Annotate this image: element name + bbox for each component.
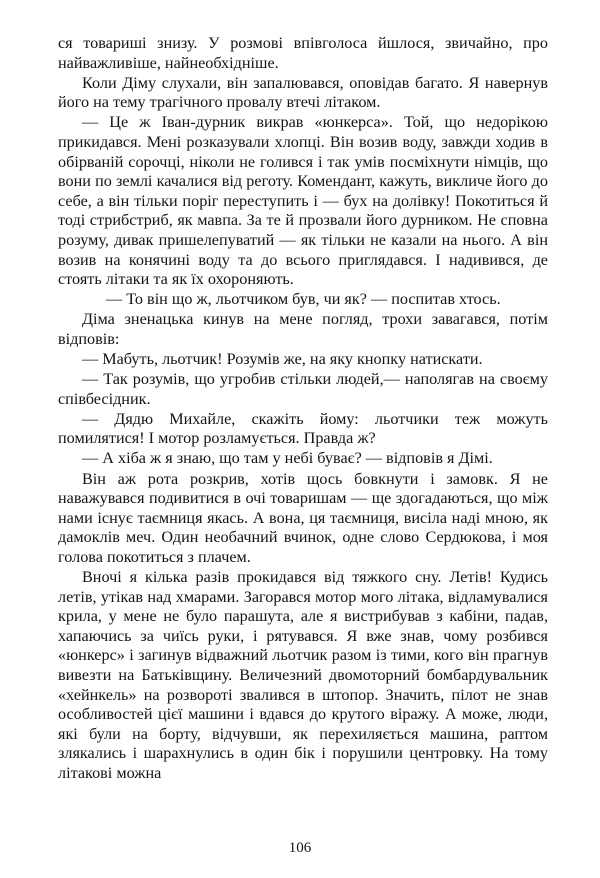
paragraph-question-pilot: — То він що ж, льотчиком був, чи як? — поспитав хтось.: [106, 290, 501, 309]
paragraph-continuation: ся товариші знизу. У розмові впівголоса йшлося, звичайно, про найважливіше, найнеобхідніше.: [58, 34, 548, 72]
paragraph-night-dream: Вночі я кілька разів прокидався від тяжкого сну. Летів! Кудись летів, утікав над хмарами. Загорався мотор мого літака, відламувалися крила, у мене не було парашута, але я вистрибував з кабіни, падав, хапаючись за чиїсь руки, і рятувався. Я вже знав, чому розбився «юнкерс» і загинув відважний льотчик разом із тими, кого він прагнув вивезти на Батьківщину. Величезний двомоторний бомбардувальник «хейнкель» на розвороті звалився в штопор. Значить, пілот не знав особливостей цієї машини і вдався до крутого віражу. А може, люди, які були на борту, відчувши, як перехиляється машина, раптом злякались і шарахнулись в один бік і порушили центровку. На тому літакові можна: [58, 568, 548, 782]
paragraph-uncle-mykhailo: — Дядю Михайле, скажіть йому: льотчики теж можуть помилятися! І мотор розламується. Правда ж?: [58, 409, 548, 448]
paragraph-dima-listened: Коли Діму слухали, він запалювався, оповідав багато. Я навернув його на тему трагічного провалу втечі літаком.: [58, 73, 548, 112]
page-text-block: [58, 34, 548, 784]
paragraph-secret: Він аж рота розкрив, хотів щось бовкнути і замовк. Я не наважувався подивитися в очі товаришам — ще здогадаються, що між нами існує таємниця якась. А вона, ця таємниця, висіла наді мною, як дамоклів меч. Один необачний вчинок, одне слово Сердюкова, і моя голова покотиться з плачем.: [58, 469, 548, 566]
paragraph-ivan-story: — Це ж Іван-дурник викрав «юнкерса». Той, що недорікою прикидався. Мені розказували хлопці. Він возив воду, завжди ходив в обірваній сорочці, ніколи не голився і так умів посміхнути німців, що вони по землі качалися від реготу. Комендант, кажуть, викличе його до себе, а він тільки поріг переступить і — бух на долівку! Покотиться й тоді стрибстриб, як мавпа. За те й прозвали його дурником. Не сповна розуму, дивак пришелепуватий — як тільки не казали на нього. А він возив на конячині воду та до всього приглядався. І надивився, де стоять літаки та як їх охороняють.: [58, 113, 548, 289]
paragraph-what-happens-in-sky: — А хіба ж я знаю, що там у небі буває? — відповів я Дімі.: [82, 449, 493, 468]
paragraph-dima-glance: Діма зненацька кинув на мене погляд, трохи завагався, потім відповів:: [58, 310, 548, 348]
page-number: 106: [288, 840, 312, 856]
paragraph-maybe-pilot: — Мабуть, льотчик! Розумів же, на яку кнопку натискати.: [82, 350, 483, 368]
paragraph-interlocutor: — Так розумів, що угробив стільки людей,— наполягав на своєму співбесідник.: [58, 370, 548, 408]
